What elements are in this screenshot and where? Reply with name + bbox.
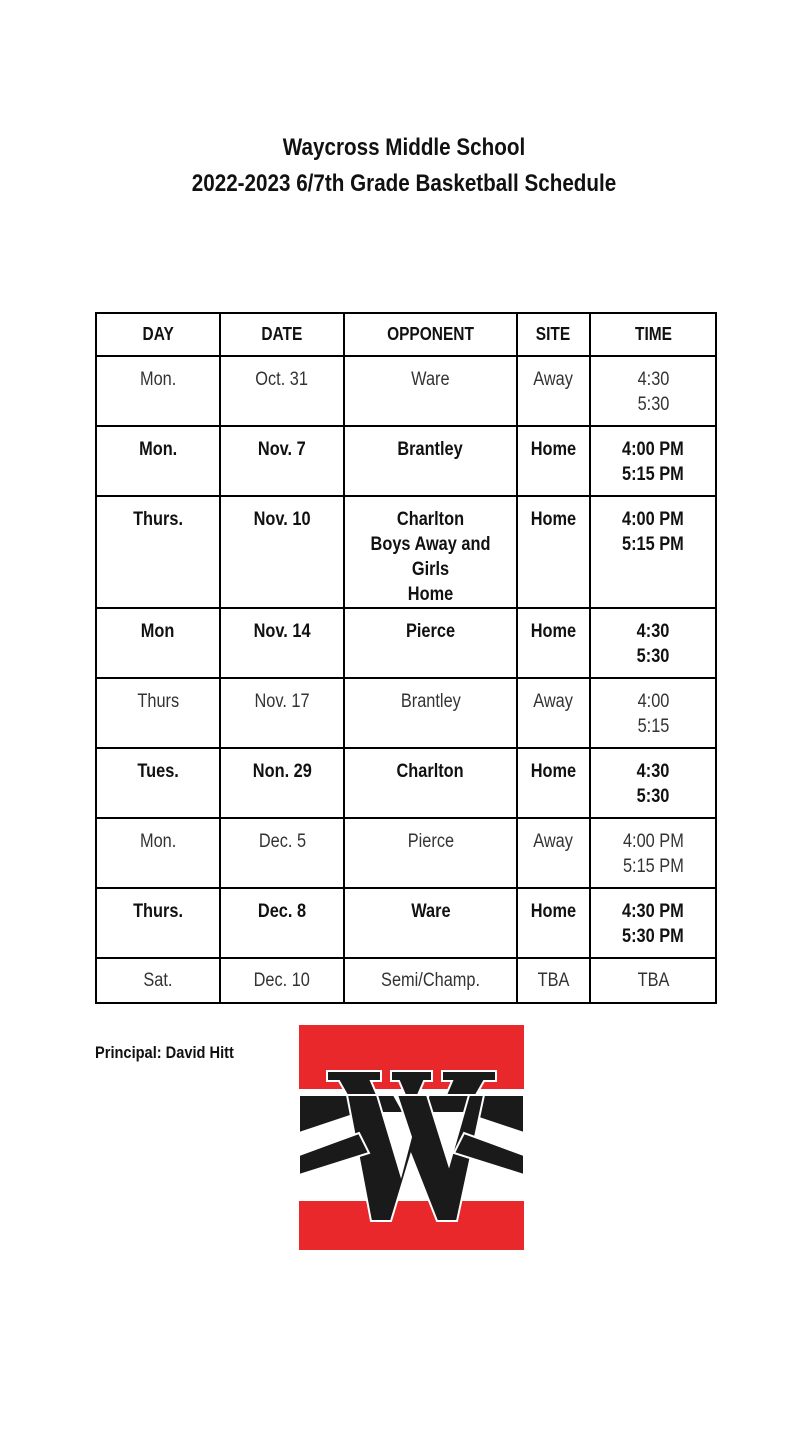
cell-date: Nov. 14: [220, 608, 344, 678]
cell-date: Dec. 8: [220, 888, 344, 958]
principal-label: Principal: David Hitt: [95, 1043, 234, 1062]
table-row: [96, 608, 716, 678]
cell-date: Dec. 5: [220, 818, 344, 888]
cell-opponent: Pierce: [344, 608, 517, 678]
header-opponent: OPPONENT: [344, 313, 517, 356]
table-row: [96, 356, 716, 426]
cell-time: 4:00 5:15: [590, 678, 716, 748]
waycross-w-logo-icon: [299, 1025, 524, 1250]
table-row: [96, 818, 716, 888]
cell-opponent: Brantley: [344, 678, 517, 748]
cell-site: Away: [517, 678, 590, 748]
cell-site: Home: [517, 608, 590, 678]
cell-date: Non. 29: [220, 748, 344, 818]
cell-opponent: Charlton Boys Away and Girls Home: [344, 496, 517, 608]
cell-time: 4:30 5:30: [590, 608, 716, 678]
cell-opponent: Charlton: [344, 748, 517, 818]
cell-day: Thurs: [96, 678, 220, 748]
schedule-table: [95, 312, 717, 1004]
header-time: TIME: [590, 313, 716, 356]
header-site: SITE: [517, 313, 590, 356]
table-header-row: [96, 313, 716, 356]
cell-site: Away: [517, 818, 590, 888]
cell-opponent: Ware: [344, 888, 517, 958]
table-row: [96, 748, 716, 818]
cell-day: Thurs.: [96, 888, 220, 958]
cell-date: Nov. 10: [220, 496, 344, 608]
header-date: DATE: [220, 313, 344, 356]
document-title: [0, 130, 808, 202]
cell-time: 4:00 PM 5:15 PM: [590, 496, 716, 608]
cell-time: TBA: [590, 958, 716, 1003]
cell-time: 4:00 PM 5:15 PM: [590, 818, 716, 888]
table-row: [96, 888, 716, 958]
cell-day: Thurs.: [96, 496, 220, 608]
table-row: [96, 496, 716, 608]
cell-date: Dec. 10: [220, 958, 344, 1003]
table-row: [96, 426, 716, 496]
cell-time: 4:00 PM 5:15 PM: [590, 426, 716, 496]
cell-day: Mon.: [96, 818, 220, 888]
schedule-title: 2022-2023 6/7th Grade Basketball Schedule: [191, 170, 617, 197]
cell-site: Home: [517, 426, 590, 496]
cell-day: Mon: [96, 608, 220, 678]
table-row: [96, 678, 716, 748]
cell-opponent: Brantley: [344, 426, 517, 496]
cell-site: Home: [517, 748, 590, 818]
cell-site: TBA: [517, 958, 590, 1003]
school-name: Waycross Middle School: [282, 134, 526, 161]
cell-date: Nov. 7: [220, 426, 344, 496]
cell-date: Nov. 17: [220, 678, 344, 748]
cell-site: Away: [517, 356, 590, 426]
cell-opponent: Semi/Champ.: [344, 958, 517, 1003]
cell-day: Mon.: [96, 426, 220, 496]
cell-time: 4:30 5:30: [590, 748, 716, 818]
cell-day: Sat.: [96, 958, 220, 1003]
cell-time: 4:30 PM 5:30 PM: [590, 888, 716, 958]
cell-site: Home: [517, 888, 590, 958]
cell-time: 4:30 5:30: [590, 356, 716, 426]
cell-date: Oct. 31: [220, 356, 344, 426]
cell-opponent: Ware: [344, 356, 517, 426]
cell-day: Tues.: [96, 748, 220, 818]
cell-day: Mon.: [96, 356, 220, 426]
cell-site: Home: [517, 496, 590, 608]
table-row: [96, 958, 716, 1003]
cell-opponent: Pierce: [344, 818, 517, 888]
header-day: DAY: [96, 313, 220, 356]
